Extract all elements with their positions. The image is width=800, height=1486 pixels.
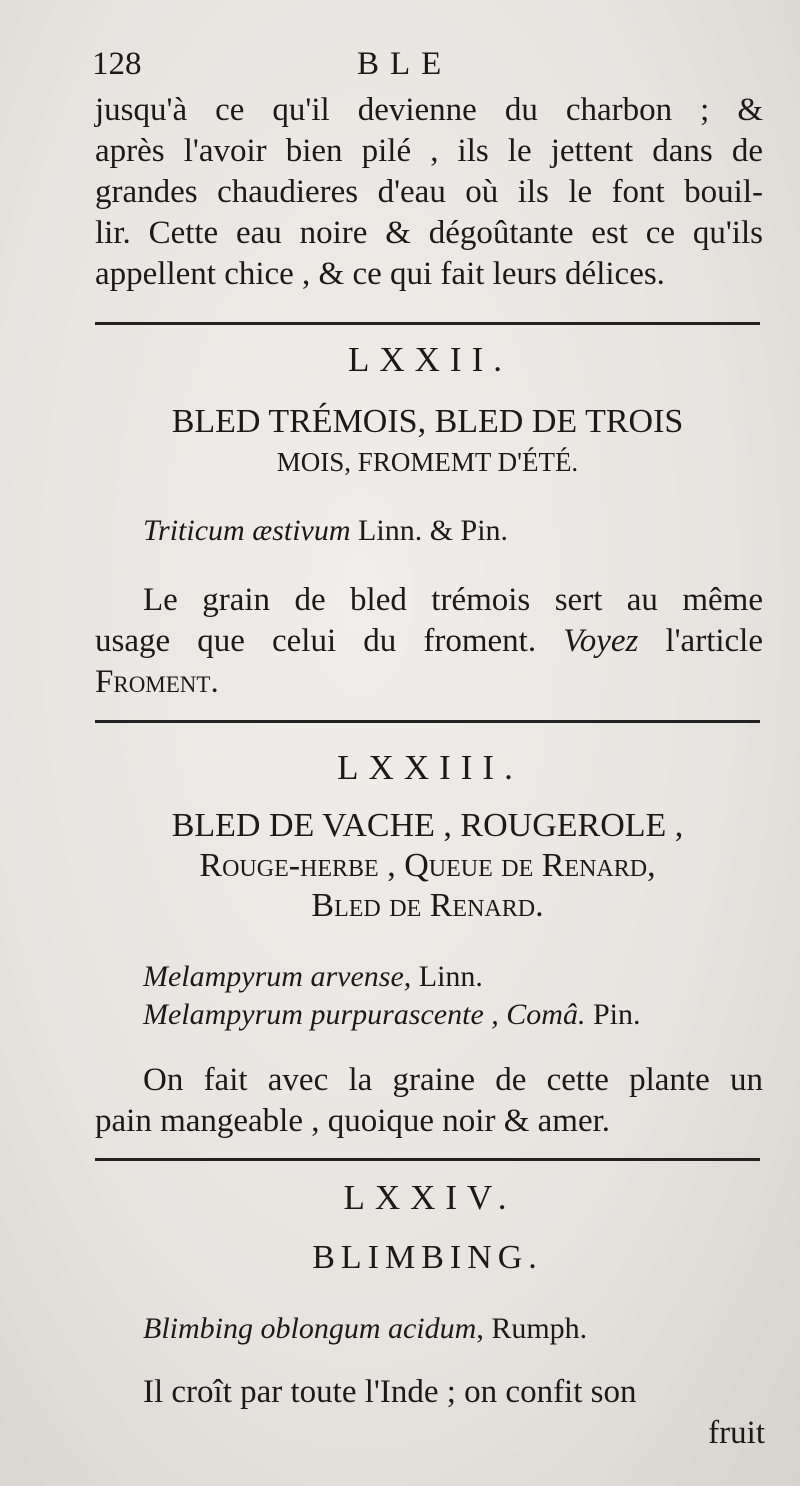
text-line: appellent chice , & ce qui fait leurs délices. bbox=[95, 256, 665, 292]
see-reference: Voyez bbox=[563, 623, 639, 659]
page-number: 128 bbox=[92, 46, 142, 82]
running-title: BLE bbox=[357, 46, 453, 82]
entry-title-line: BLIMBING. bbox=[312, 1239, 543, 1276]
text-line: pain mangeable , quoique noir & amer. bbox=[95, 1103, 611, 1139]
text-line: usage que celui du froment. Voyez l'article bbox=[95, 623, 763, 659]
running-head bbox=[92, 46, 760, 90]
catchword: fruit bbox=[708, 1415, 765, 1451]
entry-body bbox=[95, 580, 763, 703]
entry-title bbox=[90, 402, 765, 482]
latin-binomial: Blimbing oblongum acidum bbox=[143, 1312, 477, 1345]
entry-number: LXXIV. bbox=[343, 1178, 517, 1217]
latin-name bbox=[143, 512, 508, 550]
entry-number: LXXIII. bbox=[337, 748, 523, 787]
text-line: lir. Cette eau noire & dégoûtante est ce qu'ils bbox=[95, 215, 763, 251]
latin-authority: , Rumph. bbox=[476, 1312, 588, 1345]
text-line: jusqu'à ce qu'il devienne du charbon ; & bbox=[95, 92, 763, 128]
latin-authority: Pin. bbox=[592, 998, 641, 1031]
text-line: après l'avoir bien pilé , ils le jettent dans de bbox=[95, 133, 763, 169]
section-divider bbox=[95, 322, 760, 325]
text-line: Froment. bbox=[95, 664, 219, 700]
text-line: Le grain de bled trémois sert au même bbox=[143, 582, 763, 618]
latin-name bbox=[143, 1310, 587, 1348]
entry-title-line: BLED TRÉMOIS, BLED DE TROIS bbox=[171, 403, 684, 440]
latin-binomial: Melampyrum arvense, bbox=[143, 960, 412, 993]
entry-title-line: BLED DE VACHE , ROUGEROLE , bbox=[171, 807, 684, 844]
text-line: On fait avec la graine de cette plante un bbox=[143, 1062, 763, 1098]
entry-number: LXXII. bbox=[348, 340, 512, 379]
text-line: Il croît par toute l'Inde ; on confit son bbox=[143, 1374, 637, 1410]
latin-binomial: Melampyrum purpurascente , Comâ. bbox=[143, 998, 586, 1031]
text-line: grandes chaudieres d'eau où ils le font bouil- bbox=[95, 174, 763, 210]
entry-title bbox=[90, 1238, 765, 1278]
latin-authority: Linn. bbox=[418, 960, 483, 993]
latin-names bbox=[143, 958, 640, 1034]
entry-title-line: MOIS, FROMEMT D'ÉTÉ. bbox=[276, 447, 579, 477]
entry-title bbox=[90, 806, 765, 926]
entry-body bbox=[95, 1060, 763, 1142]
latin-binomial: Triticum æstivum bbox=[143, 514, 351, 547]
entry-title-line: Rouge-herbe , Queue de Renard, bbox=[199, 847, 656, 884]
latin-authority: Linn. & Pin. bbox=[358, 514, 509, 547]
intro-paragraph bbox=[95, 90, 763, 295]
section-divider bbox=[95, 1158, 760, 1161]
section-divider bbox=[95, 720, 760, 723]
entry-body bbox=[95, 1372, 765, 1454]
entry-title-line: Bled de Renard. bbox=[311, 887, 544, 924]
